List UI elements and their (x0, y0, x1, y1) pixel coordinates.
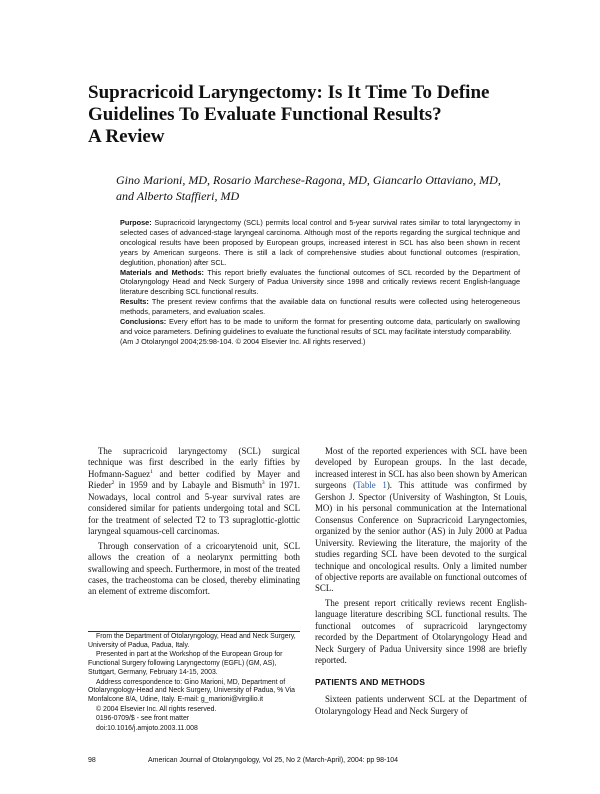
abstract-purpose-label: Purpose: (120, 218, 152, 227)
authors-line-1: Gino Marioni, MD, Rosario Marchese-Ragona, MD, Giancarlo Ottaviano, MD, (116, 173, 501, 187)
text-run: in 1959 and by Labayle and Bismuth (114, 480, 262, 491)
abstract-methods-label: Materials and Methods: (120, 267, 204, 277)
table-1-link[interactable]: Table 1 (356, 480, 387, 491)
body-paragraph (88, 446, 300, 538)
text-run: in 1971. Nowadays, local control and 5-year survival rates are considered similar for patients undergoing total and SCL for the treatment of selected T2 to T3 supraglottic-glottic laryngeal squamous-cell carcinomas. (88, 480, 301, 537)
body-paragraph: The present report critically reviews recent English-language literature describing SCL functional results. The functional outcomes of supracricoid laryngectomy recorded by the Department of Otolaryngology Head and Neck Surgery of Padua University since 1998 are briefly reported. (315, 597, 527, 666)
reference-3[interactable]: 3 (261, 480, 265, 487)
body-paragraph (315, 446, 527, 595)
text-run: and better codified by Mayer and Rieder (88, 468, 300, 491)
article-title (88, 82, 528, 148)
abstract-purpose-text: Supracricoid laryngectomy (SCL) permits local control and 5-year survival rates similar to total laryngectomy in selected cases of advanced-stage laryngeal carcinoma. Although most of the reports regarding the surgical technique and oncological results have been proposed by European groups, increased interest in SCL has also been shown in recent years by American surgeons. There is still a lack of comprehensive studies about functional outcomes (respiration, deglutition, phonation) after SCL. (120, 218, 520, 267)
abstract (120, 218, 520, 347)
footnote-copyright: © 2004 Elsevier Inc. All rights reserved. (96, 705, 217, 713)
abstract-conclusions-label: Conclusions: (120, 317, 167, 327)
journal-reference: American Journal of Otolaryngology, Vol 25, No 2 (March-April), 2004: pp 98-104 (148, 757, 399, 764)
text-run: The supracricoid laryngectomy (SCL) surgical technique was first described in the early fifties by Hofmann-Saguez (88, 446, 300, 479)
footnotes (88, 631, 300, 735)
abstract-purpose (120, 218, 520, 268)
body-paragraph: Sixteen patients underwent SCL at the Department of Otolaryngology Head and Neck Surgery of (315, 694, 527, 716)
reference-2[interactable]: 2 (111, 480, 115, 487)
abstract-conclusions (120, 317, 520, 337)
abstract-results-text: The present review confirms that the available data on functional results were collected using heterogeneous methods, parameters, and evaluation scales. (120, 297, 520, 317)
abstract-results (120, 297, 520, 317)
text-run: ). This attitude was confirmed by Gershon J. Spector (University of Washington, St Louis, MO) in his personal communication at the International Consensus Conference on Supracricoid Laryngectomies, organized by the senior author (AS) in July 2000 at Padua University. Reviewing the literature, the majority of the studies regarding SCL have been devoted to the surgical technique and oncological results. Only a limited number of objective reports are available on functional outcomes of SCL. (315, 480, 527, 594)
section-heading: PATIENTS AND METHODS (315, 676, 426, 687)
text-run: Most of the reported experiences with SCL have been developed by European groups. In the last decade, increased interest in SCL has also been shown by American surgeons ( (315, 446, 527, 491)
abstract-conclusions-text: Every effort has to be made to uniform the format for presenting outcome data, particularly on swallowing and voice parameters. Defining guidelines to evaluate the functional results of SCL may facilitate interstudy comparability. (120, 317, 520, 336)
authors-line-2: and Alberto Staffieri, MD (116, 189, 240, 203)
abstract-methods (120, 268, 520, 298)
body-column-right (315, 446, 527, 720)
footnote-presented: Presented in part at the Workshop of the European Group for Functional Surgery following Laryngectomy (EGFL) (GM, AS), Stuttgart, Germany, February 14-15, 2003. (88, 651, 283, 676)
page-number: 98 (88, 757, 96, 764)
title-line-1: Supracricoid Laryngectomy: Is It Time To Define (88, 82, 490, 103)
title-line-3: A Review (88, 126, 165, 147)
footnote-affiliation: From the Department of Otolaryngology, Head and Neck Surgery, University of Padua, Padua, Italy. (88, 633, 296, 649)
footnote-issn: 0196-0709/$ - see front matter (96, 715, 190, 723)
title-line-2: Guidelines To Evaluate Functional Results? (88, 104, 442, 125)
author-list (116, 172, 536, 204)
abstract-citation: (Am J Otolaryngol 2004;25:98-104. © 2004 Elsevier Inc. All rights reserved.) (120, 336, 366, 346)
abstract-results-label: Results: (120, 297, 149, 307)
footnote-doi[interactable]: doi:10.1016/j.amjoto.2003.11.008 (96, 725, 198, 733)
body-column-left (88, 446, 300, 601)
footnote-correspondence: Address correspondence to: Gino Marioni, MD, Department of Otolaryngology-Head and Neck Surgery, University of Padua, % Via Monfalcone 8/A, Udine, Italy. E-mail: g_marioni@virgilio.it (88, 678, 295, 703)
reference-1[interactable]: 1 (150, 468, 153, 475)
body-paragraph: Through conservation of a cricoarytenoid unit, SCL allows the creation of a neolarynx permitting both swallowing and speech. Furthermore, in most of the treated cases, the tracheostoma can be closed, thereby eliminating an element of extreme discomfort. (88, 540, 300, 597)
abstract-methods-text: This report briefly evaluates the functional outcomes of SCL recorded by the Department of Otolaryngology Head and Neck Surgery of Padua University since 1998 and critically reviews recent English-language literature describing SCL functional results. (120, 267, 520, 297)
